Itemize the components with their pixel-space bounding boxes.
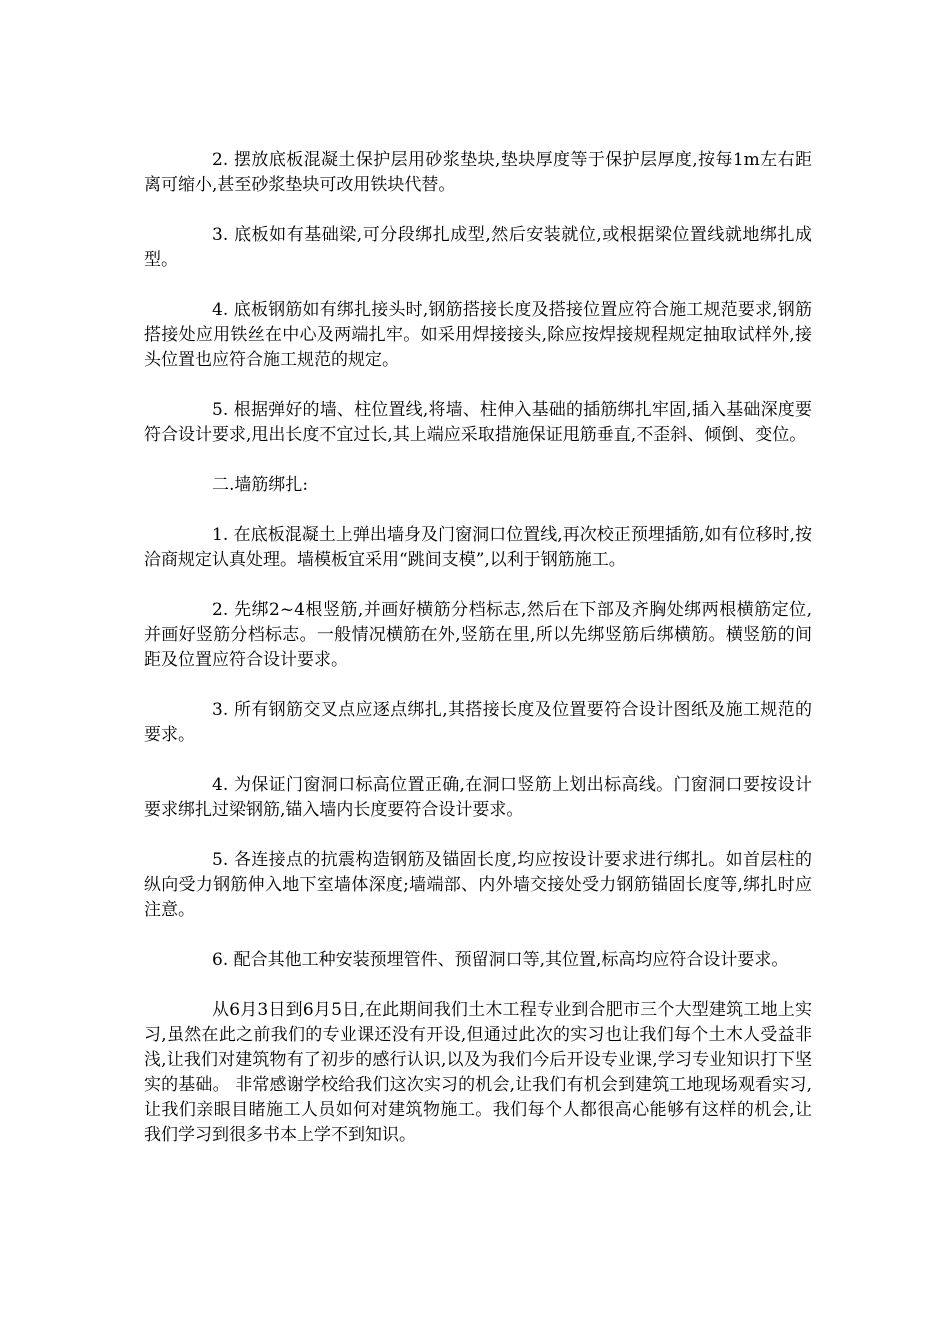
paragraph-embedded-parts: 6. 配合其他工种安装预埋管件、预留洞口等,其位置,标高均应符合设计要求。 [212, 950, 789, 970]
paragraph-opening-elevation: 4. 为保证门窗洞口标高位置正确,在洞口竖筋上划出标高线。门窗洞口要按设计要求绑扎过梁钢筋,锚入墙内长度要符合设计要求。 [144, 775, 812, 820]
paragraph-vertical-bars: 2. 先绑2~4根竖筋,并画好横筋分档标志,然后在下部及齐胸处绑两根横筋定位,并画好竖筋分档标志。一般情况横筋在外,竖筋在里,所以先绑竖筋后绑横筋。横竖筋的间距及位置应符合设计要求。 [144, 600, 812, 670]
paragraph-intersections: 3. 所有钢筋交叉点应逐点绑扎,其搭接长度及位置要符合设计图纸及施工规范的要求。 [144, 700, 812, 745]
paragraph-internship-summary: 从6月3日到6月5日,在此期间我们土木工程专业到合肥市三个大型建筑工地上实习,虽然在此之前我们的专业课还没有开设,但通过此次的实习也让我们每个土木人受益非浅,让我们对建筑物有了初步的感行认识,以及为我们今后开设专业课,学习专业知识打下坚实的基础。 非常感谢学校给我们这次实习的机会,让我们有机会到建筑工地现场观看实习,让我们亲眼目睹施工人员如何对建筑物施工。我们每个人都很高心能够有这样的机会,让我们学习到很多书本上学不到知识。 [144, 1000, 812, 1145]
section-heading-wall-rebar: 二.墙筋绑扎: [212, 475, 309, 495]
paragraph-foundation-beam: 3. 底板如有基础梁,可分段绑扎成型,然后安装就位,或根据梁位置线就地绑扎成型。 [144, 225, 812, 270]
paragraph-starter-bars: 5. 根据弹好的墙、柱位置线,将墙、柱伸入基础的插筋绑扎牢固,插入基础深度要符合设计要求,甩出长度不宜过长,其上端应采取措施保证甩筋垂直,不歪斜、倾倒、变位。 [144, 400, 812, 445]
paragraph-wall-layout-lines: 1. 在底板混凝土上弹出墙身及门窗洞口位置线,再次校正预埋插筋,如有位移时,按洽商规定认真处理。墙模板宜采用“跳间支模”,以利于钢筋施工。 [144, 525, 812, 570]
paragraph-rebar-spacer-blocks: 2. 摆放底板混凝土保护层用砂浆垫块,垫块厚度等于保护层厚度,按每1m左右距离可缩小,甚至砂浆垫块可改用铁块代替。 [144, 150, 812, 195]
document-body [144, 148, 812, 1148]
paragraph-lap-joints: 4. 底板钢筋如有绑扎接头时,钢筋搭接长度及搭接位置应符合施工规范要求,钢筋搭接处应用铁丝在中心及两端扎牢。如采用焊接接头,除应按焊接规程规定抽取试样外,接头位置也应符合施工规范的规定。 [144, 300, 812, 370]
paragraph-seismic-anchorage: 5. 各连接点的抗震构造钢筋及锚固长度,均应按设计要求进行绑扎。如首层柱的纵向受力钢筋伸入地下室墙体深度;墙端部、内外墙交接处受力钢筋锚固长度等,绑扎时应注意。 [144, 850, 812, 920]
